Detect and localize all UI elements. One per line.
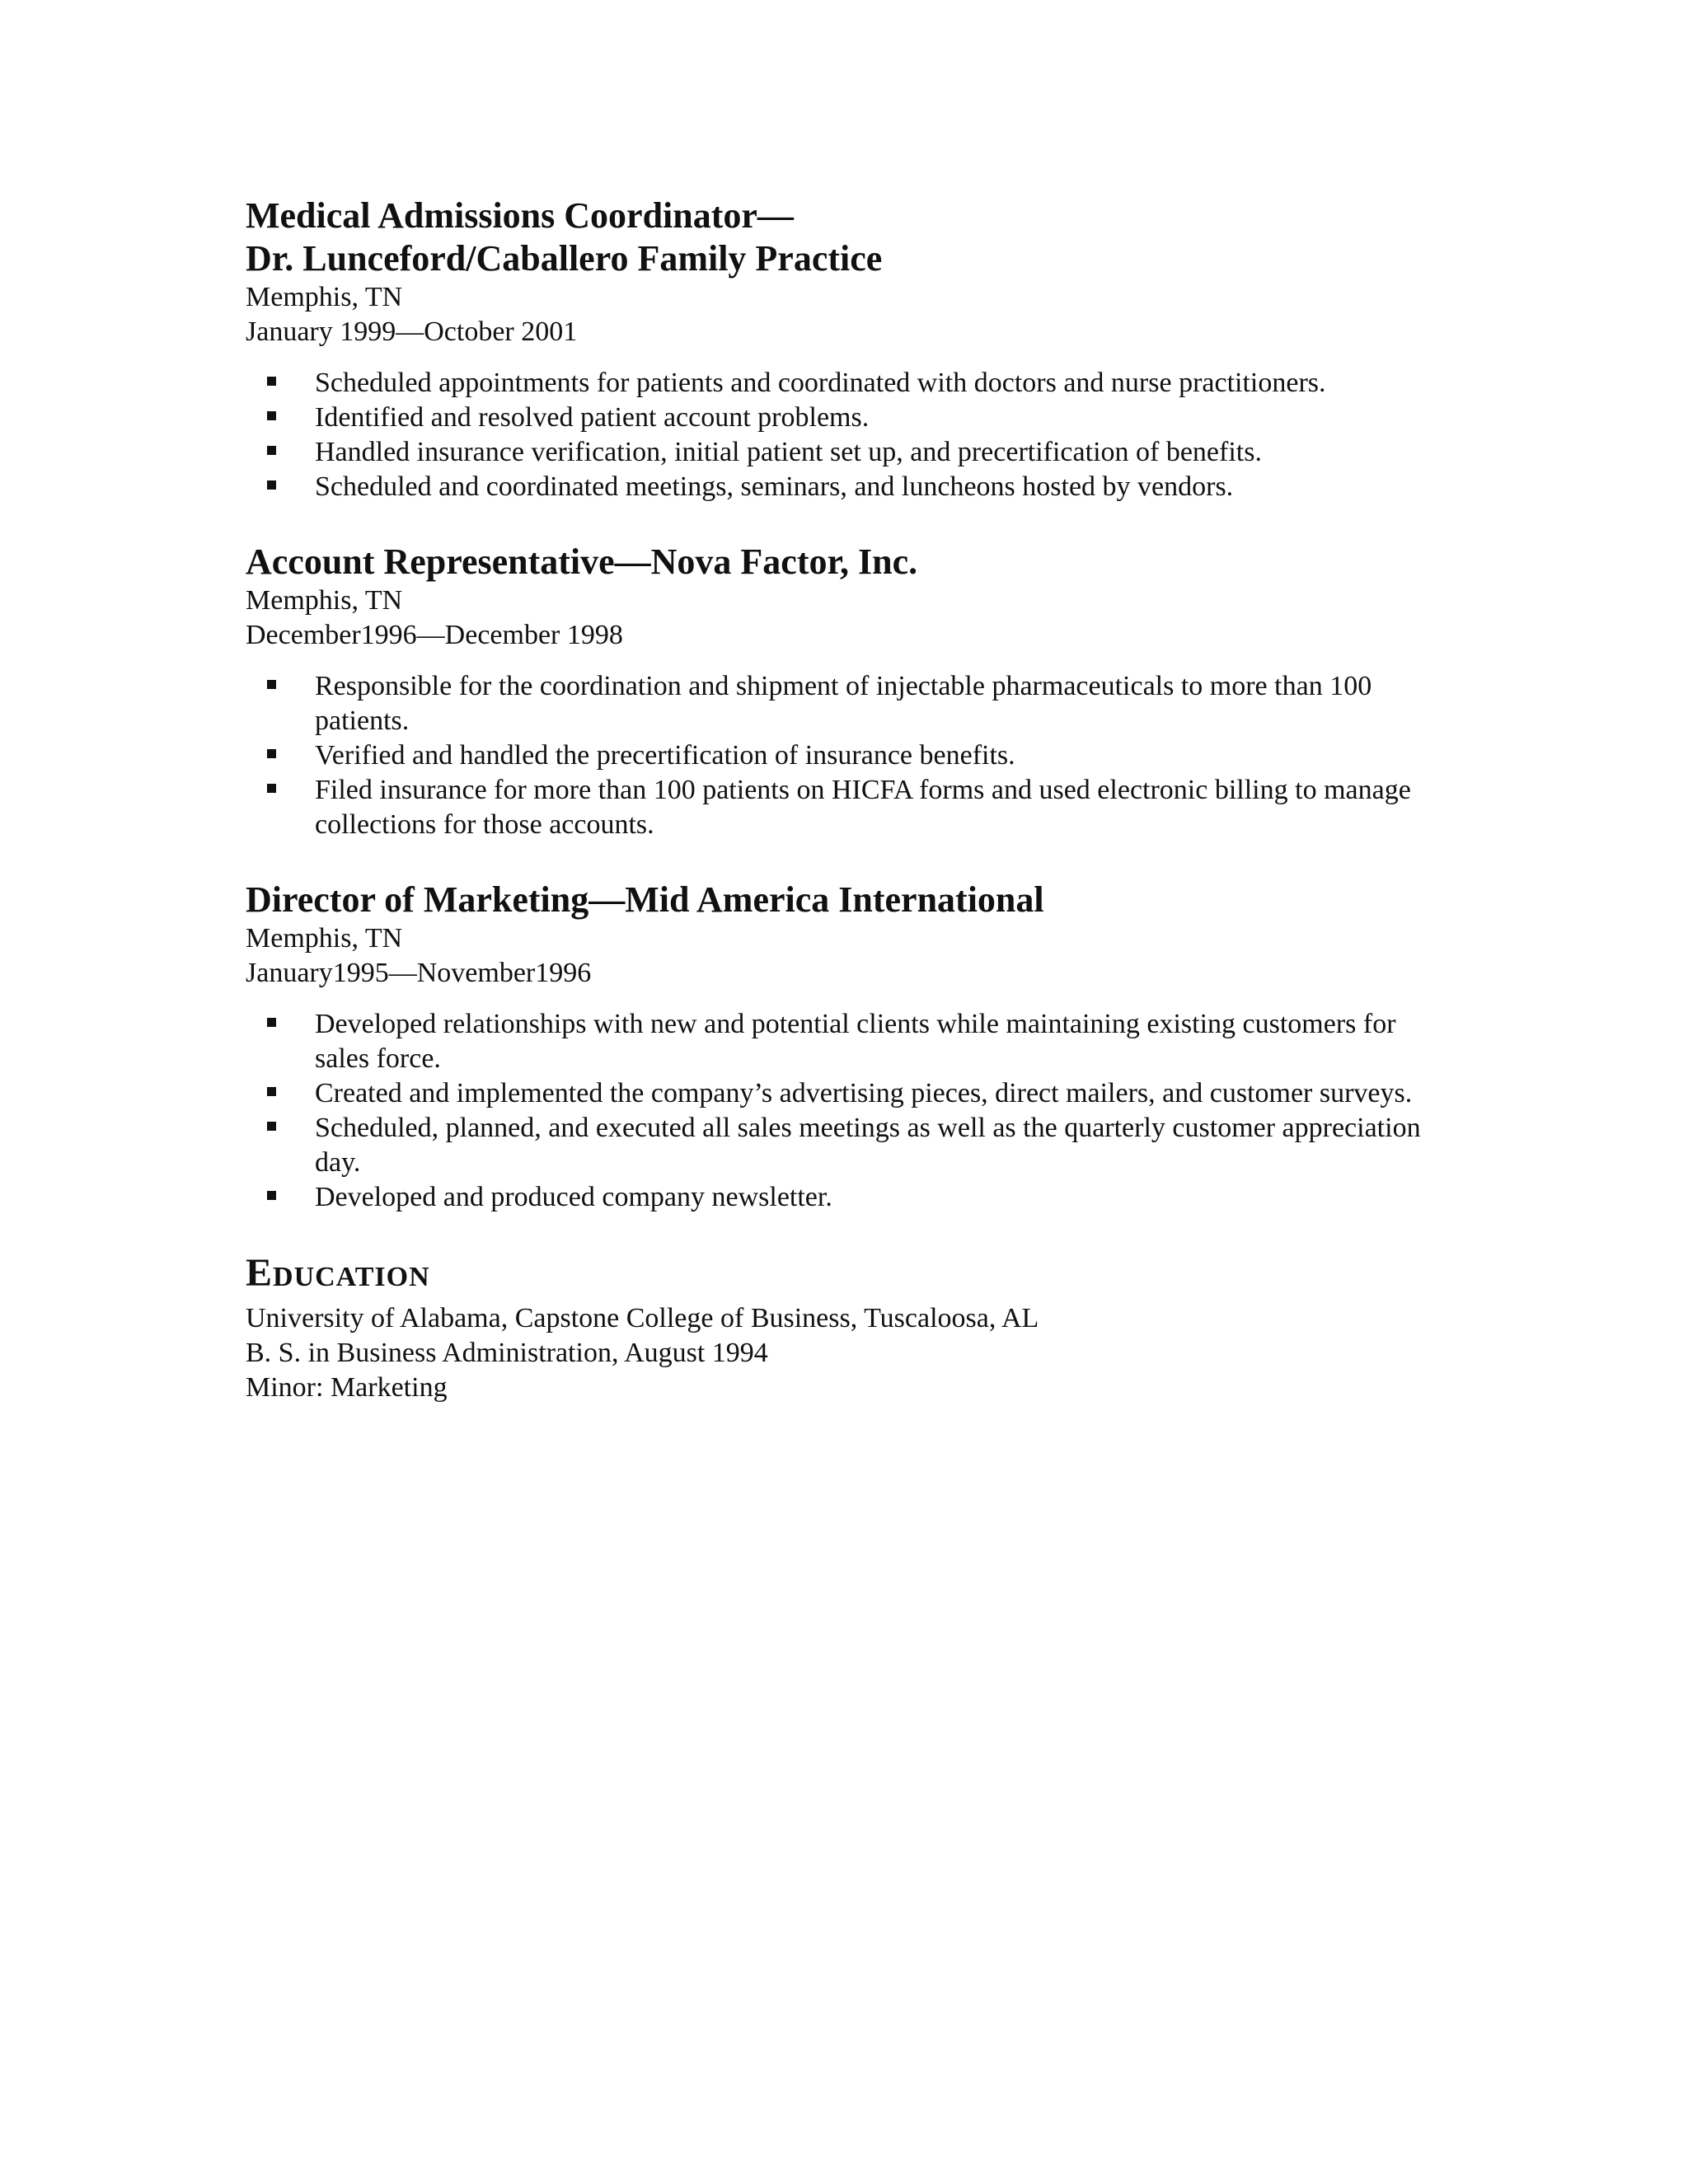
job-bullet [246,773,1449,842]
education-heading [246,1251,1449,1300]
job-entry [246,194,1449,504]
job-location: Memphis, TN [246,923,403,954]
job-bullet-text: Created and implemented the company’s advertising pieces, direct mailers, and customer surveys. [315,1078,1413,1108]
job-bullet-text: Verified and handled the precertification of insurance benefits. [315,740,1015,771]
job-bullet [246,470,1449,504]
job-bullet [246,1180,1449,1215]
job-dates: December1996—December 1998 [246,620,623,650]
square-bullet-icon [267,1018,276,1027]
job-title-line: Account Representative—Nova Factor, Inc. [246,541,918,582]
job-bullet-text: Identified and resolved patient account problems. [315,402,870,433]
education-degree: B. S. in Business Administration, August 1994 [246,1338,768,1368]
education-section [246,1251,1449,1405]
job-bullet [246,1076,1449,1111]
resume-content [246,194,1449,1405]
job-bullet-text: Filed insurance for more than 100 patients on HICFA forms and used electronic billing to manage collections for those accounts. [315,775,1411,840]
square-bullet-icon [267,446,276,455]
job-bullet-list [246,1007,1449,1215]
square-bullet-icon [267,680,276,689]
job-bullet [246,1111,1449,1180]
job-bullet-text: Scheduled, planned, and executed all sales meetings as well as the quarterly customer appreciation day. [315,1113,1421,1178]
job-title [246,194,1449,280]
education-heading-initial: E [246,1251,274,1295]
square-bullet-icon [267,1191,276,1200]
job-location: Memphis, TN [246,282,403,312]
job-bullet [246,435,1449,470]
job-bullet-list [246,669,1449,842]
job-bullet-text: Responsible for the coordination and shipment of injectable pharmaceuticals to more than 100 patients. [315,671,1372,736]
education-minor: Minor: Marketing [246,1372,448,1403]
job-entry [246,879,1449,1215]
education-school: University of Alabama, Capstone College of Business, Tuscaloosa, AL [246,1303,1039,1333]
job-bullet [246,401,1449,435]
job-bullet-text: Developed and produced company newsletter. [315,1182,832,1212]
job-title-line: Director of Marketing—Mid America International [246,879,1044,920]
job-title-line: Medical Admissions Coordinator— [246,195,794,236]
job-bullet-text: Handled insurance verification, initial patient set up, and precertification of benefits. [315,437,1262,467]
job-bullet-text: Scheduled appointments for patients and coordinated with doctors and nurse practitioners. [315,368,1326,398]
job-dates: January 1999—October 2001 [246,316,578,347]
square-bullet-icon [267,1087,276,1096]
job-bullet [246,738,1449,773]
education-heading-rest: DUCATION [273,1262,430,1292]
square-bullet-icon [267,377,276,386]
job-title [246,879,1449,921]
job-bullet-list [246,366,1449,504]
square-bullet-icon [267,749,276,758]
job-entry [246,541,1449,842]
square-bullet-icon [267,1122,276,1131]
square-bullet-icon [267,784,276,793]
job-title [246,541,1449,583]
square-bullet-icon [267,480,276,490]
job-bullet [246,366,1449,401]
job-dates: January1995—November1996 [246,958,592,988]
job-bullet [246,1007,1449,1076]
job-bullet [246,669,1449,738]
square-bullet-icon [267,411,276,420]
job-bullet-text: Developed relationships with new and potential clients while maintaining existing customers for sales force. [315,1009,1396,1074]
job-title-line: Dr. Lunceford/Caballero Family Practice [246,238,883,279]
job-location: Memphis, TN [246,585,403,616]
job-bullet-text: Scheduled and coordinated meetings, seminars, and luncheons hosted by vendors. [315,471,1234,502]
